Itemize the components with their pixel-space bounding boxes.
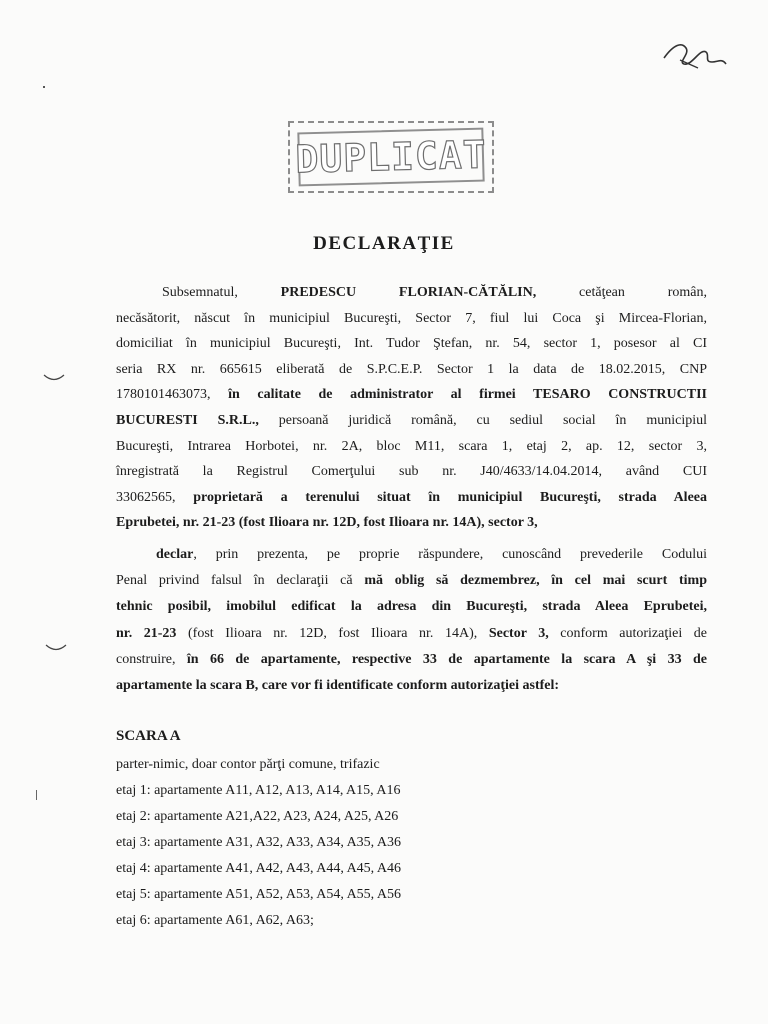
text-segment: , prin prezenta, pe proprie răspundere, cunoscând prevederile Codului: [193, 547, 707, 562]
text-line: [116, 412, 707, 430]
text-segment: înregistrată la Registrul Comerţului sub nr. J40/4633/14.04.2014, având CUI: [116, 464, 707, 480]
text-line: [116, 625, 707, 643]
text-segment: apartamente la scara B, care vor fi identificate conform autorizaţiei astfel:: [116, 678, 560, 693]
text-segment: PREDESCU FLORIAN-CĂTĂLIN,: [280, 285, 537, 300]
text-line: [156, 546, 707, 564]
text-segment: 1780101463073,: [116, 387, 229, 403]
text-segment: (fost Ilioara nr. 12D, fost Ilioara nr. 14A),: [176, 625, 489, 641]
text-line: [162, 284, 707, 302]
text-segment: mă oblig să dezmembrez, în cel mai scurt timp: [364, 573, 707, 589]
floor-line: etaj 4: apartamente A41, A42, A43, A44, A45, A46: [116, 861, 402, 876]
text-line: [116, 335, 707, 353]
stamp-text: DUPLICAT: [297, 128, 484, 187]
text-segment: Subsemnatul,: [162, 285, 281, 300]
margin-tick-mark: [42, 372, 66, 384]
text-line: [116, 438, 707, 456]
floor-line: etaj 5: apartamente A51, A52, A53, A54, A55, A56: [116, 887, 402, 902]
margin-dot: [36, 790, 37, 800]
floor-line: etaj 1: apartamente A11, A12, A13, A14, A15, A16: [116, 783, 401, 798]
text-segment: cetăţean român,: [536, 285, 707, 300]
text-segment: în calitate de administrator al firmei TESARO CONSTRUCTII: [228, 387, 708, 403]
text-segment: tehnic posibil, imobilul edificat la adresa din Bucureşti, strada Aleea Eprubetei,: [116, 599, 707, 615]
text-segment: persoană juridică română, cu sediul social în municipiul: [258, 413, 707, 428]
text-line: [116, 514, 707, 532]
text-line: [116, 598, 707, 616]
floor-line: etaj 6: apartamente A61, A62, A63;: [116, 913, 314, 928]
text-line: [116, 572, 707, 590]
text-segment: nr. 21-23: [116, 625, 177, 641]
text-line: [116, 463, 707, 481]
floor-line: etaj 3: apartamente A31, A32, A33, A34, A35, A36: [116, 835, 402, 850]
floor-line: etaj 2: apartamente A21,A22, A23, A24, A25, A26: [116, 809, 399, 824]
text-line: [116, 310, 707, 328]
handwritten-initials: [660, 38, 730, 74]
text-segment: proprietară a terenului situat în municipiul Bucureşti, strada Aleea: [193, 489, 707, 505]
text-segment: Bucureşti, Intrarea Horbotei, nr. 2A, bloc M11, scara 1, etaj 2, ap. 12, sector 3,: [116, 438, 707, 454]
text-segment: necăsătorit, născut în municipiul Bucureşti, Sector 7, fiul lui Coca şi Mircea-Florian,: [116, 310, 707, 326]
text-line: [116, 677, 707, 695]
text-line: [116, 361, 707, 379]
ground-floor-line: parter-nimic, doar contor părţi comune, trifazic: [116, 757, 380, 772]
text-segment: construire,: [116, 651, 187, 667]
text-segment: Penal privind falsul în declaraţii că: [116, 573, 365, 589]
text-segment: declar: [156, 547, 194, 562]
text-line: [116, 386, 707, 404]
text-segment: 33062565,: [116, 489, 194, 505]
text-segment: seria RX nr. 665615 eliberată de S.P.C.E.P. Sector 1 la data de 18.02.2015, CNP: [116, 361, 707, 377]
text-segment: Eprubetei, nr. 21-23 (fost Ilioara nr. 12D, fost Ilioara nr. 14A), sector 3,: [116, 515, 538, 531]
margin-dot: [43, 86, 45, 88]
duplicat-stamp: [288, 121, 494, 193]
text-line: [116, 651, 707, 669]
section-heading: SCARA A: [116, 728, 181, 744]
text-segment: BUCURESTI S.R.L.,: [116, 413, 259, 428]
text-segment: în 66 de apartamente, respective 33 de apartamente la scara A şi 33 de: [186, 651, 707, 667]
text-segment: domiciliat în municipiul Bucureşti, Int. Tudor Ştefan, nr. 54, sector 1, posesor al CI: [116, 336, 707, 352]
text-segment: Sector 3,: [488, 625, 549, 641]
text-line: [116, 489, 707, 507]
text-segment: conform autorizaţiei de: [548, 625, 708, 641]
margin-tick-mark: [44, 642, 68, 654]
document-title: DECLARAŢIE: [313, 233, 455, 254]
